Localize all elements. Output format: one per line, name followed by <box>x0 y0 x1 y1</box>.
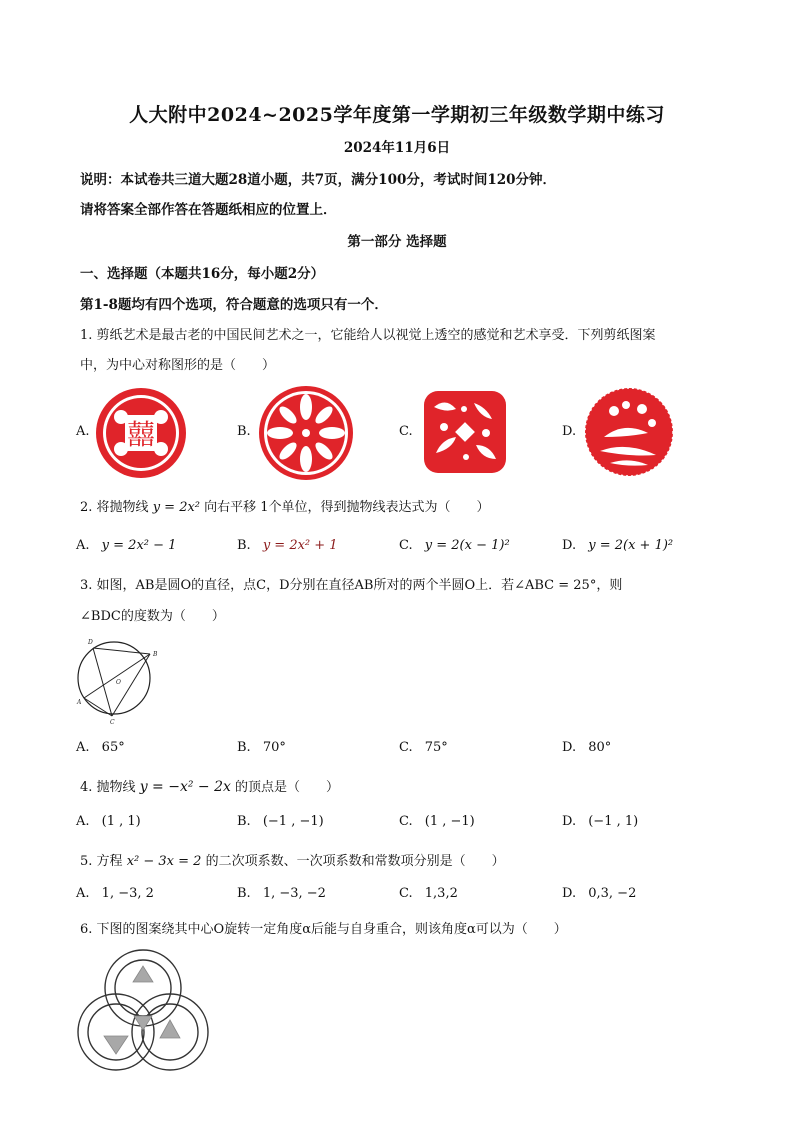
q3-label-o: O <box>116 679 121 686</box>
paper-cut-double-happiness-image <box>95 387 187 479</box>
q2-option-d-value: y = 2(x + 1)² <box>588 538 674 553</box>
q3-option-d <box>562 740 611 755</box>
q3-option-c-value: 75° <box>424 740 448 755</box>
q5-stem-prefix: 5. 方程 <box>80 854 123 869</box>
paper-cut-phoenix-image <box>584 387 674 477</box>
q4-stem-prefix: 4. 抛物线 <box>80 780 136 795</box>
q2-option-b <box>237 538 338 553</box>
exam-date: 2024年11月6日 <box>343 140 451 156</box>
section-instruction: 第1-8题均有四个选项，符合题意的选项只有一个． <box>80 297 388 313</box>
q6-stem: 6. 下图的图案绕其中心O旋转一定角度α后能与自身重合，则该角度α可以为（ ） <box>80 922 567 937</box>
q4-option-c-value: (1 , −1) <box>424 814 475 829</box>
q4-option-b-value: (−1 , −1) <box>262 814 324 829</box>
q3-option-b-label: B. <box>237 740 251 755</box>
exam-note-1: 说明：本试卷共三道大题28道小题，共7页，满分100分，考试时间120分钟． <box>80 172 557 188</box>
q3-label-d: D <box>88 639 93 646</box>
q5-option-b <box>237 886 326 901</box>
q4-option-c-label: C. <box>399 814 413 829</box>
q5-stem-expression: x² − 3x = 2 <box>126 854 202 869</box>
q4-option-c <box>399 814 475 829</box>
q4-option-b <box>237 814 324 829</box>
section-heading: 一、选择题（本题共16分，每小题2分） <box>80 266 325 282</box>
q5-option-c <box>399 886 458 901</box>
q4-option-b-label: B. <box>237 814 251 829</box>
page-title: 人大附中2024~2025学年度第一学期初三年级数学期中练习 <box>129 104 665 126</box>
q2-stem-prefix: 2. 将抛物线 <box>80 500 149 515</box>
q3-option-c-label: C. <box>399 740 413 755</box>
q5-stem-suffix: 的二次项系数、一次项系数和常数项分别是（ ） <box>205 854 505 869</box>
q2-option-c-label: C. <box>399 538 413 553</box>
q3-option-d-label: D. <box>562 740 577 755</box>
q5-stem <box>80 850 505 869</box>
q2-option-a-label: A. <box>76 538 90 553</box>
q2-stem-expression: y = 2x² <box>152 500 201 515</box>
q2-stem-suffix: 向右平移 1个单位，得到抛物线表达式为（ ） <box>204 500 490 515</box>
q2-stem <box>80 496 490 515</box>
q3-option-b <box>237 740 286 755</box>
q1-option-a-label: A. <box>76 424 90 439</box>
q3-stem-line2: ∠BDC的度数为（ ） <box>80 609 225 624</box>
q5-option-a-value: 1, −3, 2 <box>101 886 154 901</box>
q5-option-b-label: B. <box>237 886 251 901</box>
q4-stem <box>80 776 339 795</box>
q5-option-d-value: 0,3, −2 <box>588 886 637 901</box>
q5-option-d-label: D. <box>562 886 577 901</box>
q4-option-a <box>76 814 141 829</box>
q2-option-d-label: D. <box>562 538 577 553</box>
q3-option-a-label: A. <box>76 740 90 755</box>
q3-option-a <box>76 740 125 755</box>
q6-triquetra-figure <box>76 944 210 1068</box>
q3-label-a: A <box>77 699 82 706</box>
q2-option-c-value: y = 2(x − 1)² <box>424 538 510 553</box>
q1-stem-line2: 中，为中心对称图形的是（ ） <box>80 358 276 373</box>
q3-label-b: B <box>153 651 158 658</box>
q5-option-c-label: C. <box>399 886 413 901</box>
q3-label-c: C <box>110 719 115 726</box>
q4-option-d-value: (−1 , 1) <box>588 814 639 829</box>
q2-option-b-value: y = 2x² + 1 <box>262 538 338 553</box>
q4-option-d <box>562 814 638 829</box>
q4-option-a-label: A. <box>76 814 90 829</box>
q2-option-a <box>76 538 176 553</box>
q3-stem-line1: 3. 如图，AB是圆O的直径，点C，D分别在直径AB所对的两个半圆O上．若∠ABC = 25°，则 <box>80 578 623 593</box>
q5-option-b-value: 1, −3, −2 <box>262 886 326 901</box>
q5-option-c-value: 1,3,2 <box>424 886 458 901</box>
q5-option-a <box>76 886 154 901</box>
q5-option-d <box>562 886 636 901</box>
q3-circle-figure <box>74 632 164 724</box>
q1-option-c-label: C. <box>399 424 413 439</box>
q4-option-d-label: D. <box>562 814 577 829</box>
q3-option-b-value: 70° <box>262 740 286 755</box>
q5-option-a-label: A. <box>76 886 90 901</box>
q4-stem-expression: y = −x² − 2x <box>139 779 231 795</box>
q1-stem-line1: 1. 剪纸艺术是最古老的中国民间艺术之一，它能给人以视觉上透空的感觉和艺术享受．下列剪纸图案 <box>80 328 656 343</box>
q2-option-a-value: y = 2x² − 1 <box>101 538 177 553</box>
q3-option-d-value: 80° <box>588 740 612 755</box>
q2-option-d <box>562 538 673 553</box>
q1-option-d-label: D. <box>562 424 577 439</box>
q3-option-c <box>399 740 448 755</box>
q2-option-c <box>399 538 510 553</box>
q3-option-a-value: 65° <box>101 740 125 755</box>
paper-cut-flower-wheel-image <box>258 385 354 481</box>
q2-option-b-label: B. <box>237 538 251 553</box>
q4-stem-suffix: 的顶点是（ ） <box>235 780 340 795</box>
double-happiness-glyph: 囍 <box>126 418 156 451</box>
q1-option-b-label: B. <box>237 424 251 439</box>
paper-cut-goldfish-square-image <box>420 387 510 477</box>
part-heading: 第一部分 选择题 <box>347 234 447 250</box>
q4-option-a-value: (1 , 1) <box>101 814 141 829</box>
exam-note-2: 请将答案全部作答在答题纸相应的位置上． <box>80 202 337 218</box>
